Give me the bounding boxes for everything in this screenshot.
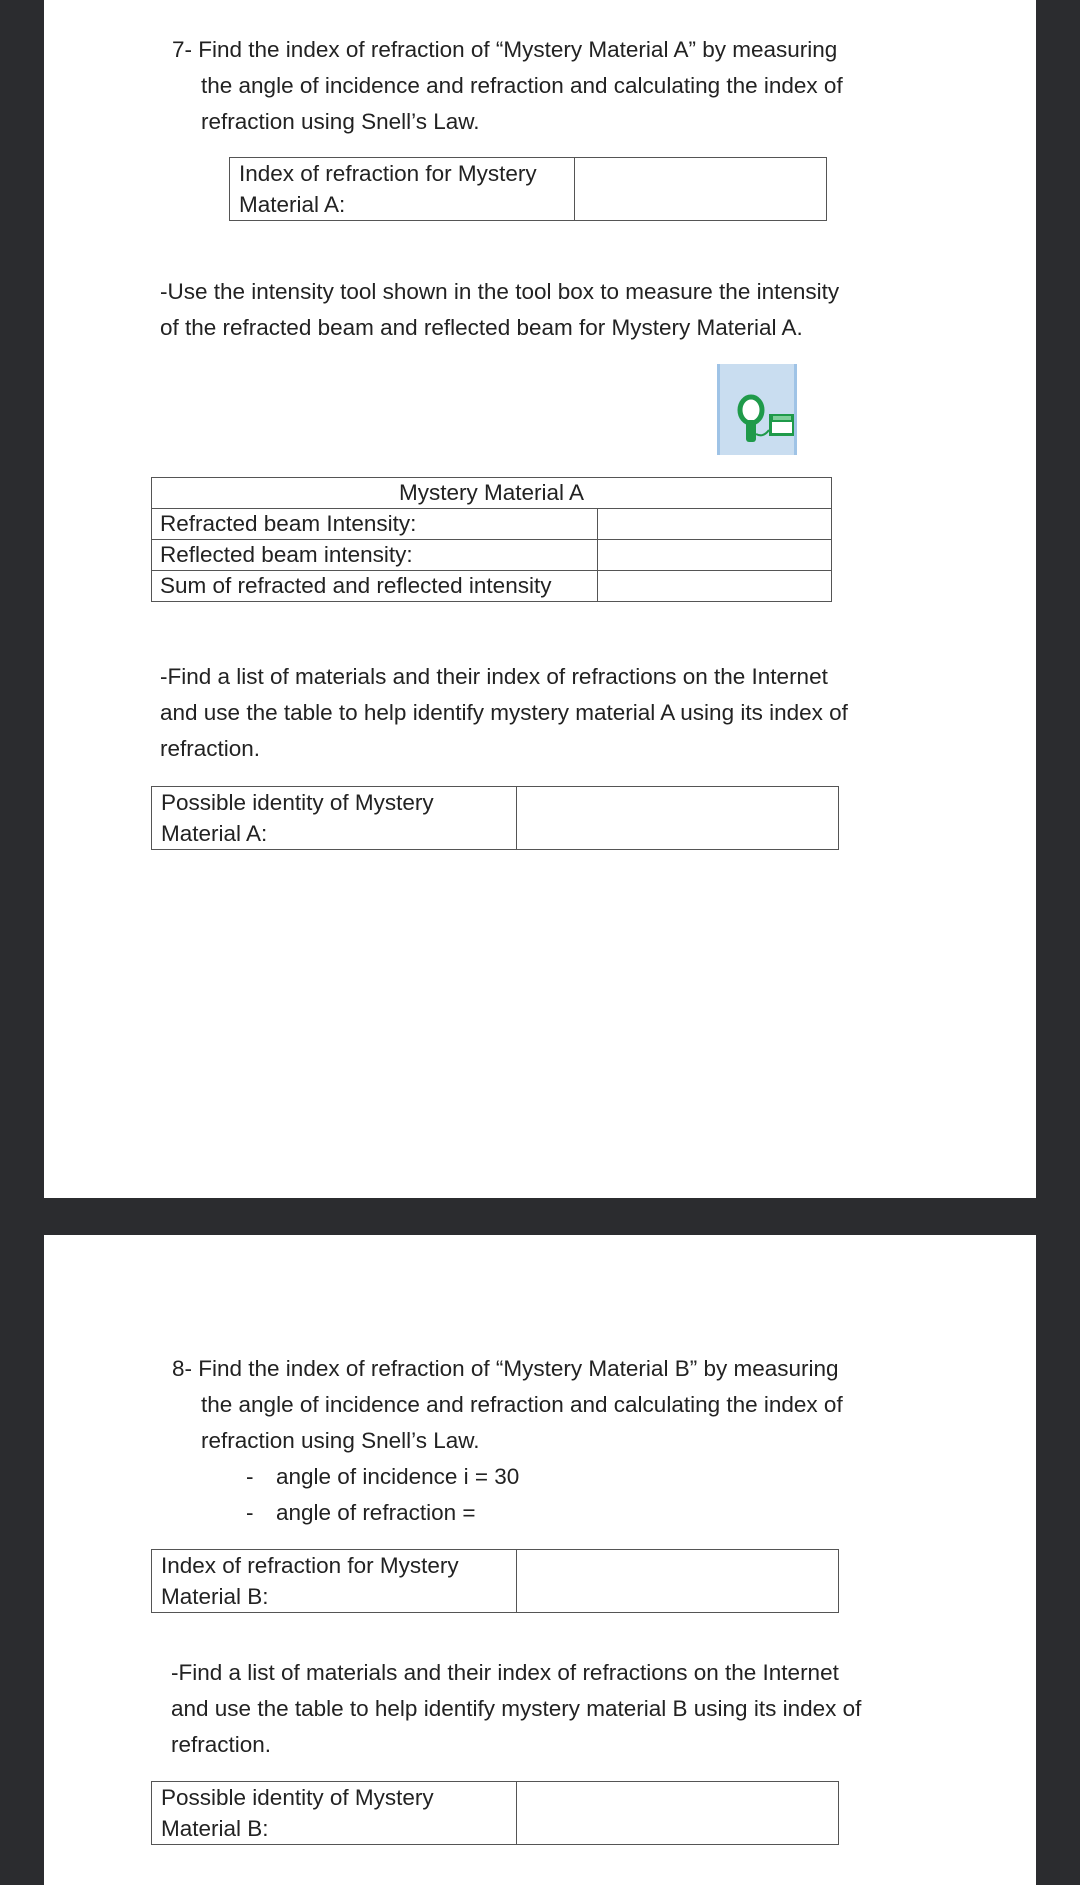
question-8 [172, 1351, 843, 1459]
list-item: - angle of incidence i = 30 [246, 1464, 520, 1489]
instruction-line: -Find a list of materials and their index of refractions on the Internet [160, 664, 828, 689]
index-a-label: Index of refraction for Mystery Material A: [230, 158, 575, 221]
instruction-line: -Find a list of materials and their index of refractions on the Internet [171, 1660, 839, 1685]
instruction-line: -Use the intensity tool shown in the tool box to measure the intensity [160, 279, 840, 304]
intensity-table [151, 477, 832, 602]
intensity-table-title: Mystery Material A [152, 478, 832, 509]
question-8-line: the angle of incidence and refraction and calculating the index of [201, 1392, 843, 1417]
identity-b-table [151, 1781, 839, 1845]
document-page-1 [44, 0, 1036, 1198]
question-7-line: refraction using Snell’s Law. [201, 109, 480, 134]
angle-list [246, 1459, 519, 1531]
row-value-cell[interactable] [598, 509, 832, 540]
identity-a-table [151, 786, 839, 850]
index-a-table [229, 157, 827, 221]
question-8-line: refraction using Snell’s Law. [201, 1428, 480, 1453]
question-7 [172, 32, 843, 140]
intensity-instructions [160, 274, 839, 346]
table-row [152, 540, 832, 571]
identity-b-label: Possible identity of Mystery Material B: [152, 1782, 517, 1845]
question-7-line: the angle of incidence and refraction and calculating the index of [201, 73, 843, 98]
table-row [152, 509, 832, 540]
instruction-line: and use the table to help identify mystery material B using its index of [171, 1696, 862, 1721]
index-b-table [151, 1549, 839, 1613]
instruction-line: refraction. [160, 736, 261, 761]
index-b-label: Index of refraction for Mystery Material B: [152, 1550, 517, 1613]
row-value-cell[interactable] [598, 571, 832, 602]
identity-a-label: Possible identity of Mystery Material A: [152, 787, 517, 850]
row-label: Refracted beam Intensity: [152, 509, 598, 540]
row-label: Reflected beam intensity: [152, 540, 598, 571]
find-list-instructions-b [171, 1655, 861, 1763]
list-item: - angle of refraction = [246, 1500, 476, 1525]
intensity-meter-icon [717, 364, 797, 455]
row-value-cell[interactable] [598, 540, 832, 571]
index-a-answer-cell[interactable] [575, 158, 827, 221]
identity-b-answer-cell[interactable] [517, 1782, 839, 1845]
document-page-2 [44, 1235, 1036, 1885]
find-list-instructions-a [160, 659, 848, 767]
row-label: Sum of refracted and reflected intensity [152, 571, 598, 602]
instruction-line: refraction. [171, 1732, 272, 1757]
intensity-meter-icon [717, 364, 797, 455]
question-8-line: 8- Find the index of refraction of “Mystery Material B” by measuring [172, 1356, 839, 1381]
identity-a-answer-cell[interactable] [517, 787, 839, 850]
question-7-line: 7- Find the index of refraction of “Mystery Material A” by measuring [172, 37, 838, 62]
index-b-answer-cell[interactable] [517, 1550, 839, 1613]
instruction-line: and use the table to help identify mystery material A using its index of [160, 700, 848, 725]
table-row [152, 571, 832, 602]
instruction-line: of the refracted beam and reflected beam for Mystery Material A. [160, 315, 803, 340]
